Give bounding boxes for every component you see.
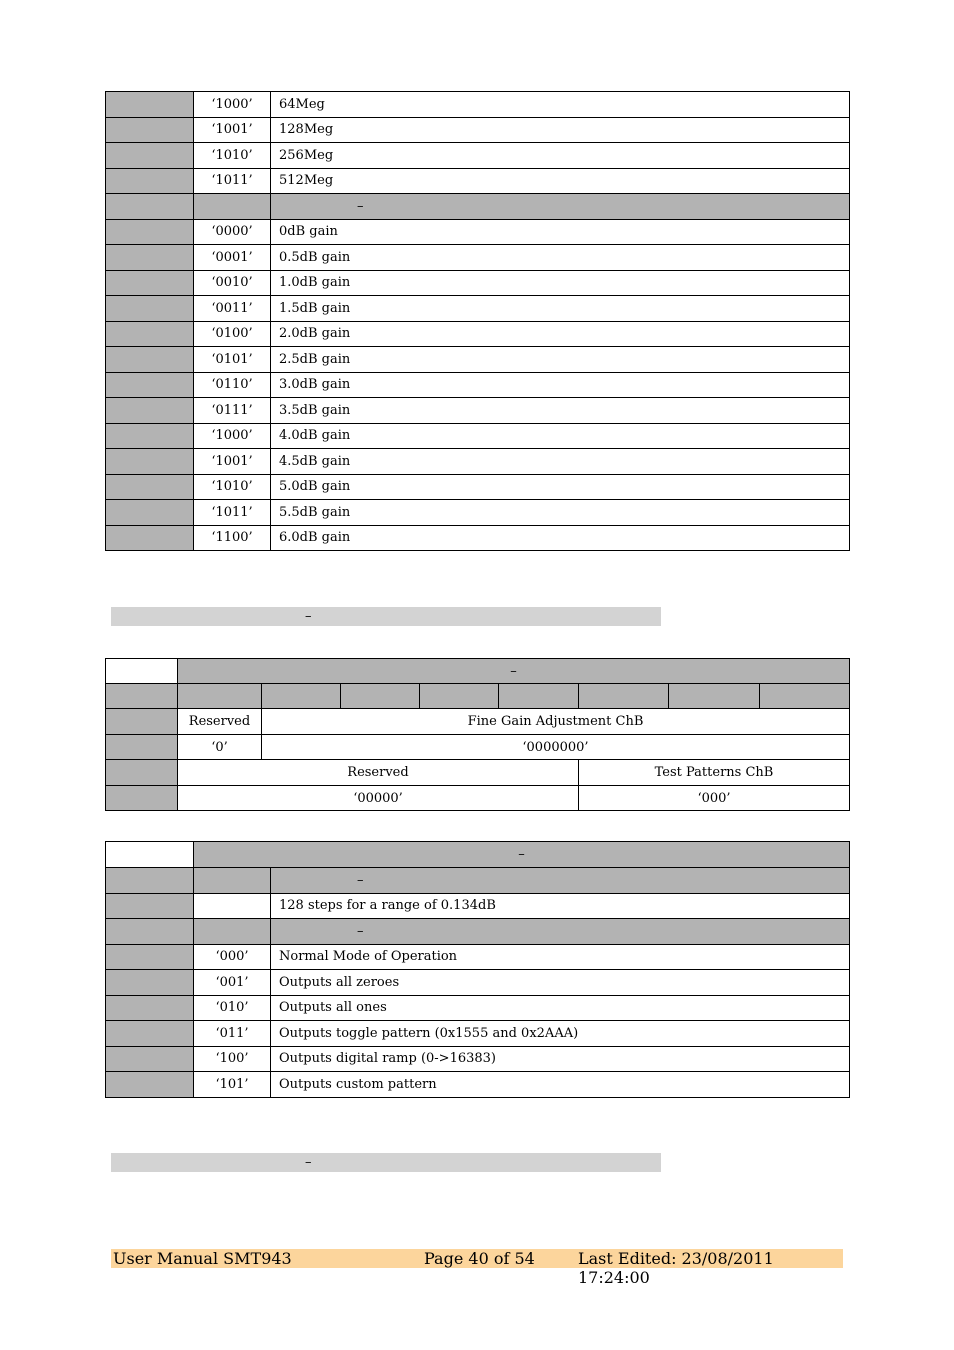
description-cell: Normal Mode of Operation [271,944,850,970]
code-cell: ‘010’ [194,995,271,1021]
description-cell: 64Meg [271,92,850,118]
row-label-cell [106,398,194,424]
table-row [106,944,850,970]
register-title: – [178,659,850,684]
value-table-2-body [106,842,850,1098]
row-label-cell [106,449,194,475]
table-row [106,347,850,373]
code-cell: ‘100’ [194,1046,271,1072]
code-cell: ‘1000’ [194,423,271,449]
row-label-cell [106,270,194,296]
description-cell: 1.5dB gain [271,296,850,322]
table-row [106,500,850,526]
table-row [106,168,850,194]
code-cell: ‘1011’ [194,500,271,526]
code-cell: ‘1001’ [194,117,271,143]
table-corner-cell [106,842,194,868]
row-label-cell [106,1021,194,1047]
code-cell: ‘1011’ [194,168,271,194]
table-title: – [194,842,850,868]
row-label-cell [106,786,178,811]
row-label-cell [106,500,194,526]
reserved-field-label-2: Reserved [178,760,579,786]
description-cell: Outputs all zeroes [271,970,850,996]
table-row [106,970,850,996]
value-table-2 [105,841,850,1098]
code-cell: ‘0111’ [194,398,271,424]
code-cell: ‘0110’ [194,372,271,398]
description-cell: 256Meg [271,143,850,169]
row-label-cell [106,1072,194,1098]
description-cell: 0dB gain [271,219,850,245]
bit-cell [760,684,850,709]
value-table-1-body [106,92,850,551]
table-row [106,995,850,1021]
table-row [106,1046,850,1072]
value-table-1 [105,91,850,551]
code-cell: ‘0011’ [194,296,271,322]
description-cell: 6.0dB gain [271,525,850,551]
code-cell [194,893,271,919]
code-cell [194,194,271,220]
table-row [106,449,850,475]
row-label-cell [106,194,194,220]
code-cell [194,919,271,945]
row-label-cell [106,143,194,169]
table-row [106,423,850,449]
section-header-cell: – [271,919,850,945]
table-row [106,1072,850,1098]
table-row [106,92,850,118]
description-cell: 3.0dB gain [271,372,850,398]
row-label-cell [106,970,194,996]
description-cell: 128 steps for a range of 0.134dB [271,893,850,919]
row-label-cell [106,709,178,735]
code-cell: ‘1010’ [194,474,271,500]
description-cell: 0.5dB gain [271,245,850,271]
test-patterns-field-value: ‘000’ [579,786,850,811]
register-layout-table [105,658,850,811]
section-header-cell: – [271,868,850,894]
table-row [106,143,850,169]
table-section-header-row [106,868,850,894]
code-cell [194,868,271,894]
row-label-cell [106,117,194,143]
description-cell: Outputs digital ramp (0->16383) [271,1046,850,1072]
row-label-cell [106,296,194,322]
code-cell: ‘1010’ [194,143,271,169]
bit-cell [669,684,760,709]
row-label-cell [106,168,194,194]
row-label-cell [106,1046,194,1072]
table-section-header-row [106,919,850,945]
code-cell: ‘0101’ [194,347,271,373]
code-cell: ‘0010’ [194,270,271,296]
bit-cell [420,684,499,709]
bit-cell [341,684,420,709]
row-label-cell [106,525,194,551]
bit-cell [262,684,341,709]
section-heading-2-text: – [305,1155,312,1170]
table-section-header-row [106,194,850,220]
description-cell: 128Meg [271,117,850,143]
table-row [106,219,850,245]
page-footer [111,1249,843,1287]
row-label-cell [106,372,194,398]
row-label-cell [106,760,178,786]
row-label-cell [106,735,178,760]
code-cell: ‘0001’ [194,245,271,271]
code-cell: ‘101’ [194,1072,271,1098]
reserved-field-value: ‘0’ [178,735,262,760]
section-header-cell: – [271,194,850,220]
description-cell: 4.5dB gain [271,449,850,475]
row-label-cell [106,868,194,894]
description-cell: Outputs custom pattern [271,1072,850,1098]
reserved-field-value-2: ‘00000’ [178,786,579,811]
code-cell: ‘1000’ [194,92,271,118]
table-row [106,398,850,424]
bit-cell [499,684,579,709]
bit-cell [579,684,669,709]
description-cell: 5.0dB gain [271,474,850,500]
description-cell: 4.0dB gain [271,423,850,449]
footer-last-edited: Last Edited: 23/08/2011 17:24:00 [578,1249,774,1287]
code-cell: ‘0000’ [194,219,271,245]
table-row [106,270,850,296]
table-row [106,525,850,551]
table-row [106,1021,850,1047]
description-cell: 2.0dB gain [271,321,850,347]
section-heading-1-text: – [305,609,312,624]
footer-page-number: Page 40 of 54 [424,1249,535,1268]
code-cell: ‘011’ [194,1021,271,1047]
fine-gain-field-label: Fine Gain Adjustment ChB [262,709,850,735]
table-row [106,321,850,347]
table-row [106,893,850,919]
row-label-cell [106,893,194,919]
test-patterns-field-label: Test Patterns ChB [579,760,850,786]
code-cell: ‘001’ [194,970,271,996]
fine-gain-field-value: ‘0000000’ [262,735,850,760]
table-row [106,117,850,143]
section-heading-bar-2 [111,1153,661,1172]
bit-label-cell [106,684,178,709]
row-label-cell [106,321,194,347]
description-cell: 5.5dB gain [271,500,850,526]
code-cell: ‘000’ [194,944,271,970]
row-label-cell [106,347,194,373]
reserved-field-label: Reserved [178,709,262,735]
table-row [106,296,850,322]
row-label-cell [106,944,194,970]
bit-cell [178,684,262,709]
footer-document-title: User Manual SMT943 [113,1249,292,1268]
table-row [106,372,850,398]
code-cell: ‘1100’ [194,525,271,551]
description-cell: 1.0dB gain [271,270,850,296]
row-label-cell [106,423,194,449]
section-heading-bar-1 [111,607,661,626]
description-cell: 3.5dB gain [271,398,850,424]
row-label-cell [106,219,194,245]
table-row [106,245,850,271]
description-cell: Outputs toggle pattern (0x1555 and 0x2AAA) [271,1021,850,1047]
row-label-cell [106,474,194,500]
row-label-cell [106,92,194,118]
code-cell: ‘1001’ [194,449,271,475]
register-corner-cell [106,659,178,684]
description-cell: 512Meg [271,168,850,194]
row-label-cell [106,995,194,1021]
description-cell: Outputs all ones [271,995,850,1021]
row-label-cell [106,245,194,271]
row-label-cell [106,919,194,945]
description-cell: 2.5dB gain [271,347,850,373]
code-cell: ‘0100’ [194,321,271,347]
table-row [106,474,850,500]
